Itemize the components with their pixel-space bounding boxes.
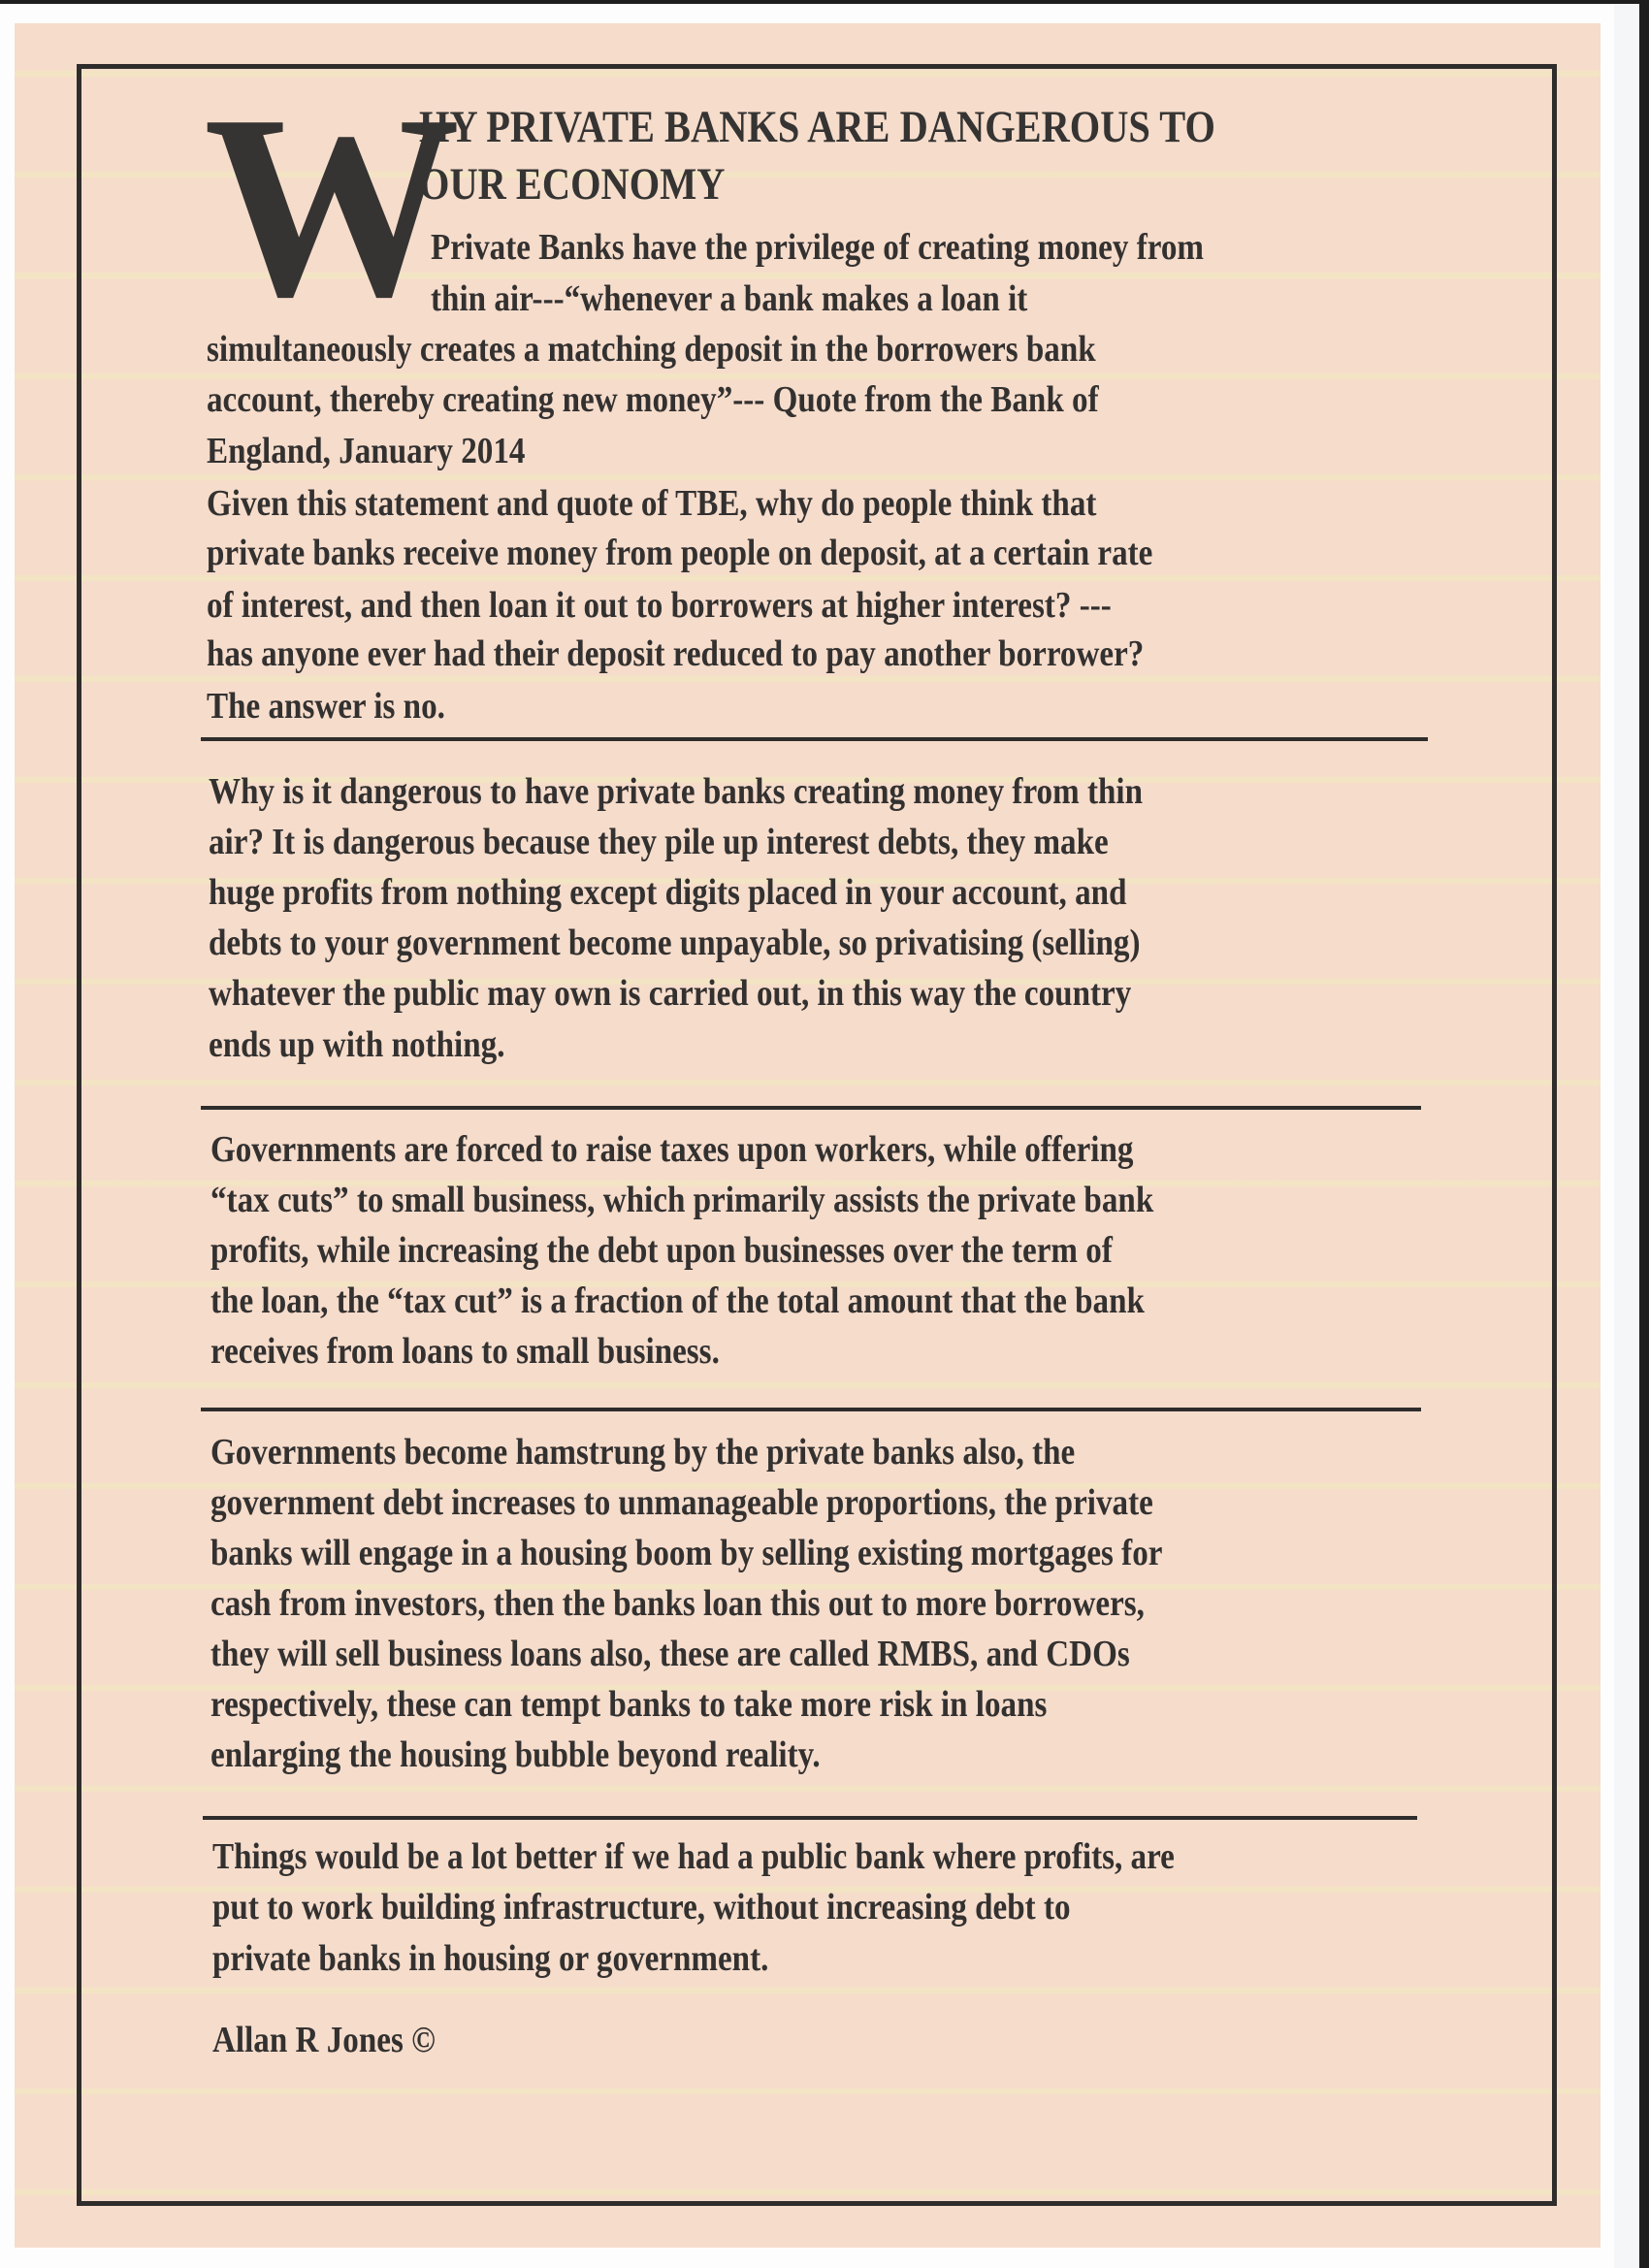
text-line: put to work building infrastructure, without increasing debt to [212, 1887, 1071, 1928]
text-line: Governments become hamstrung by the private banks also, the [210, 1432, 1076, 1473]
author-signature: Allan R Jones © [212, 2020, 436, 2060]
text-line: account, thereby creating new money”--- Quote from the Bank of [207, 379, 1099, 420]
text-line: huge profits from nothing except digits placed in your account, and [209, 872, 1127, 913]
text-line: cash from investors, then the banks loan this out to more borrowers, [210, 1583, 1145, 1624]
text-line: thin air---“whenever a bank makes a loan it [431, 278, 1028, 319]
text-line: Governments are forced to raise taxes upon workers, while offering [210, 1129, 1134, 1170]
text-line: of interest, and then loan it out to borrowers at higher interest? --- [207, 585, 1112, 626]
text-line: simultaneously creates a matching deposit in the borrowers bank [207, 329, 1096, 370]
text-line: Things would be a lot better if we had a public bank where profits, are [212, 1836, 1175, 1877]
text-line: Private Banks have the privilege of creating money from [431, 227, 1204, 268]
text-line: debts to your government become unpayable, so privatising (selling) [209, 923, 1141, 963]
text-line: receives from loans to small business. [210, 1331, 720, 1372]
text-line: Given this statement and quote of TBE, why do people think that [207, 483, 1097, 524]
text-line: private banks receive money from people on deposit, at a certain rate [207, 533, 1153, 573]
text-line: Why is it dangerous to have private banks creating money from thin [209, 771, 1144, 812]
text-line: ends up with nothing. [209, 1024, 505, 1065]
text-line: they will sell business loans also, these are called RMBS, and CDOs [210, 1634, 1130, 1674]
text-line: air? It is dangerous because they pile up interest debts, they make [209, 822, 1109, 862]
scan-edge-top [0, 0, 1649, 4]
drop-cap: W [204, 61, 461, 351]
text-line: private banks in housing or government. [212, 1938, 769, 1979]
text-line: The answer is no. [207, 686, 445, 727]
text-line: enlarging the housing bubble beyond reality. [210, 1734, 821, 1775]
text-line: “tax cuts” to small business, which primarily assists the private bank [210, 1180, 1154, 1220]
title-line-1: HY PRIVATE BANKS ARE DANGEROUS TO [419, 102, 1215, 152]
scan-margin-right [1614, 4, 1639, 2268]
divider-4 [203, 1816, 1417, 1820]
text-line: respectively, these can tempt banks to take more risk in loans [210, 1684, 1048, 1725]
text-line: the loan, the “tax cut” is a fraction of the total amount that the bank [210, 1280, 1145, 1321]
text-line: has anyone ever had their deposit reduced to pay another borrower? [207, 633, 1145, 674]
title-line-2: OUR ECONOMY [419, 159, 726, 210]
text-line: England, January 2014 [207, 431, 526, 471]
text-line: government debt increases to unmanageable proportions, the private [210, 1482, 1153, 1523]
scan-edge-right [1639, 0, 1649, 2268]
text-line: banks will engage in a housing boom by selling existing mortgages for [210, 1533, 1163, 1573]
text-line: profits, while increasing the debt upon businesses over the term of [210, 1230, 1113, 1271]
text-line: whatever the public may own is carried out, in this way the country [209, 973, 1132, 1014]
divider-3 [201, 1408, 1421, 1411]
divider-1 [201, 737, 1428, 741]
divider-2 [201, 1106, 1421, 1110]
